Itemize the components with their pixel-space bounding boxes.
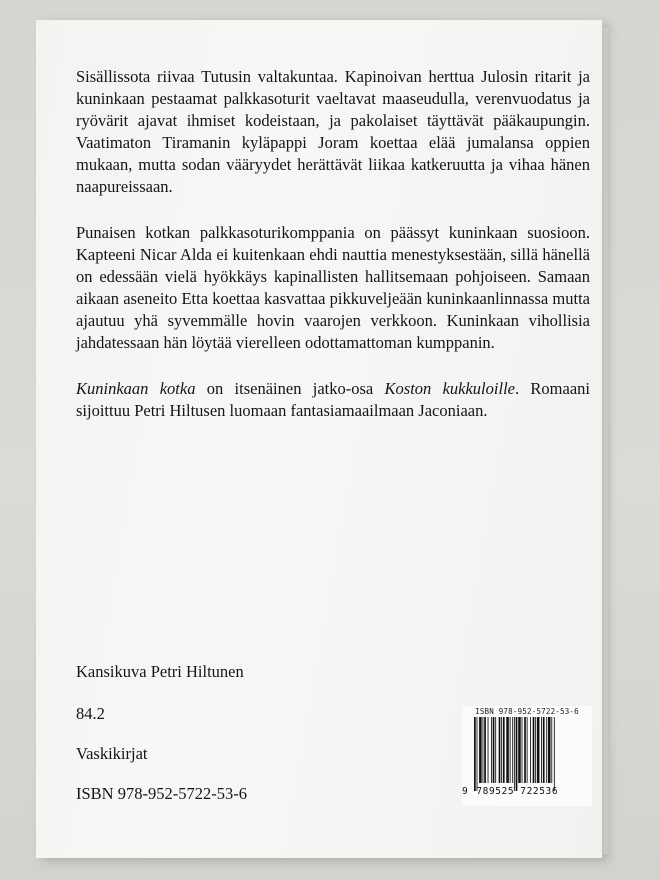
barcode-bar: [474, 717, 476, 791]
barcode-bar: [518, 717, 521, 783]
barcode-bar: [543, 717, 545, 783]
barcode-bar: [551, 717, 552, 783]
barcode-bars: [468, 717, 586, 791]
barcode-bar: [503, 717, 505, 783]
barcode-bar: [541, 717, 542, 783]
barcode-right-digits: 722536: [520, 786, 559, 797]
barcode-bar: [483, 717, 484, 783]
barcode-bar: [554, 717, 555, 791]
classification-code: 84.2: [76, 704, 105, 723]
closing-text-1: on itsenäinen jatko-osa: [195, 379, 385, 398]
cover-art-credit: Kansikuva Petri Hiltunen: [76, 662, 244, 681]
closing-text-2: . Romaani sijoittuu Petri Hiltusen luomaan fantasiamaailmaan Jaconiaan.: [76, 379, 590, 420]
blurb-paragraph-1: Sisällissota riivaa Tutusin valtakuntaa. Kapinoivan herttua Julosin ritarit ja kuninkaan pestaamat palkkasoturit vaeltavat maaseudulla, verenvuodatus ja ryövärit ajavat ihmiset kodeistaan, ja pakolaiset täyttävät pääkaupungin. Vaatimaton Tiramanin kyläpappi Joram koettaa elää jumalansa oppien mukaan, mutta sodan vääryydet herättävät liikaa katkeruutta ja vihaa hänen naapureissaan.: [76, 67, 590, 196]
barcode-bar: [479, 717, 482, 783]
barcode-bar: [522, 717, 523, 783]
barcode-bar: [493, 717, 495, 783]
isbn-text: ISBN 978-952-5722-53-6: [76, 784, 247, 803]
barcode-left-digits: 789525: [476, 786, 515, 797]
blurb-text: [76, 66, 590, 446]
barcode-bar: [512, 717, 513, 783]
book-title: Kuninkaan kotka: [76, 379, 196, 398]
barcode-bar: [506, 717, 509, 783]
barcode-bar: [516, 717, 518, 791]
barcode-bar: [535, 717, 536, 783]
barcode-bar: [510, 717, 511, 783]
barcode-lead-digit: 9: [462, 786, 469, 797]
barcode-bar: [499, 717, 501, 783]
barcode-bar: [548, 717, 551, 783]
barcode-bar: [488, 717, 489, 783]
barcode-bar: [527, 717, 528, 783]
barcode-bar: [491, 717, 492, 783]
barcode-bar: [484, 717, 486, 783]
book-page-edge: [602, 28, 610, 854]
blurb-closing: [76, 378, 590, 422]
barcode-bar: [495, 717, 496, 783]
barcode-bar: [501, 717, 502, 783]
barcode-bar: [477, 717, 478, 791]
barcode-bar: [537, 717, 540, 783]
barcode-bar: [533, 717, 535, 783]
publisher-name: Vaskikirjat: [76, 744, 148, 763]
barcode: [462, 706, 592, 806]
barcode-bar: [524, 717, 526, 783]
barcode-bar: [530, 717, 531, 783]
barcode-isbn-label: ISBN 978-952-5722-53-6: [475, 707, 579, 716]
barcode-bar: [514, 717, 515, 791]
barcode-digits: [462, 786, 592, 797]
barcode-bar: [546, 717, 547, 783]
prequel-title: Koston kukkuloille: [384, 379, 515, 398]
blurb-paragraph-2: Punaisen kotkan palkkasoturikomppania on päässyt kuninkaan suosioon. Kapteeni Nicar Alda ei kuitenkaan ehdi nauttia menestyksestään, sillä hänellä on edessään vielä hyökkäys kapinallisten hallitsemaan pohjoiseen. Samaan aikaan aseneito Etta koettaa kasvattaa pikkuveljeään kuninkaanlinnassa mutta ajautuu yhä syvemmälle hovin vaarojen verkkoon. Kuninkaan vihollisia jahdatessaan hän löytää vierelleen odottamattoman kumppanin.: [76, 223, 590, 352]
